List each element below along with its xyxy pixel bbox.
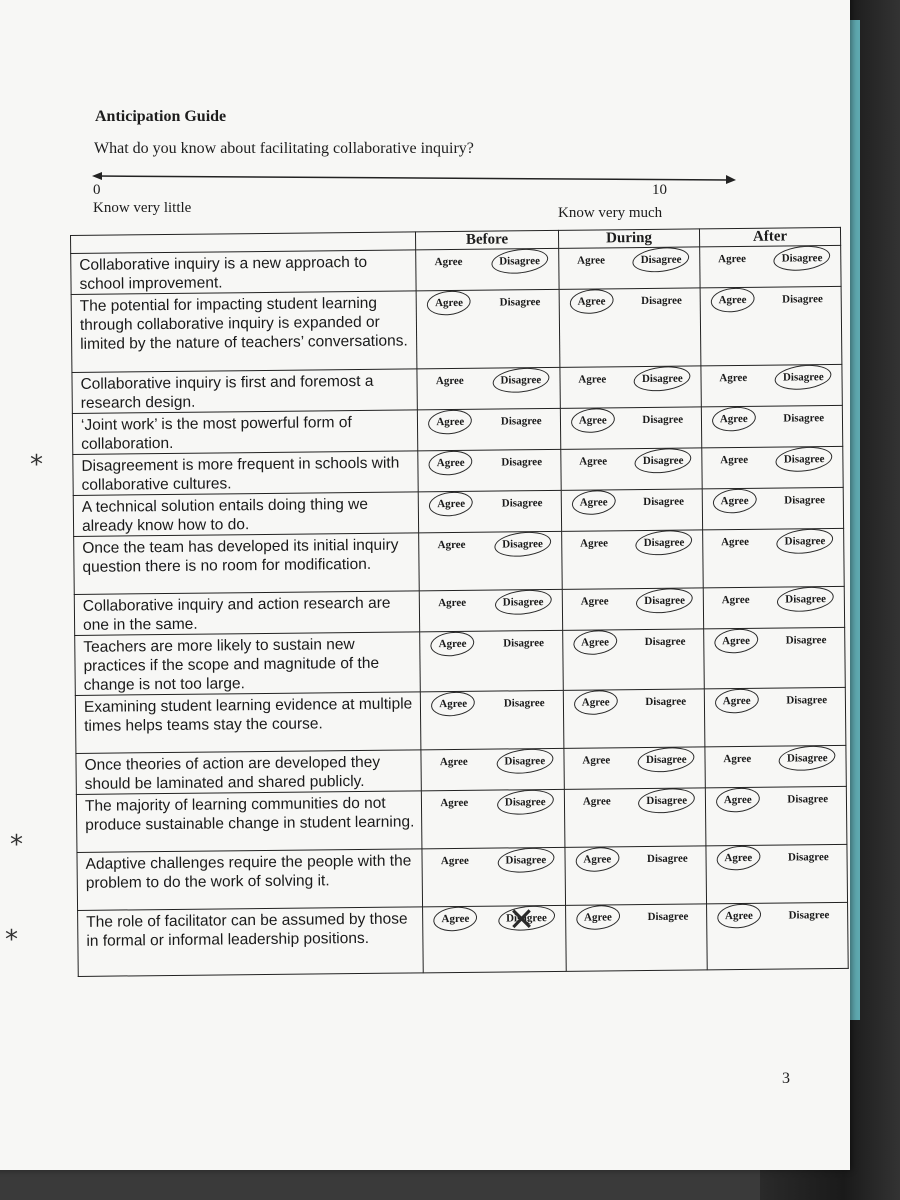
agree-option[interactable]: Agree <box>580 537 609 550</box>
after-response-cell[interactable] <box>701 405 842 447</box>
response-options <box>418 454 560 471</box>
header-during: During <box>558 229 699 248</box>
agree-option[interactable]: Agree <box>719 693 755 709</box>
agree-option[interactable]: Agree <box>435 374 464 388</box>
agree-option[interactable]: Agree <box>575 412 611 428</box>
header-after: After <box>699 227 840 246</box>
margin-star: * <box>10 830 23 860</box>
disagree-option[interactable]: Disagree <box>781 591 830 608</box>
disagree-option[interactable]: Disagree <box>787 793 829 806</box>
response-options <box>559 251 699 268</box>
after-response-cell[interactable] <box>707 902 849 969</box>
table-row <box>78 902 849 976</box>
disagree-option[interactable]: Disagree <box>642 752 691 769</box>
response-options <box>564 693 704 710</box>
scale-arrow <box>92 170 742 186</box>
after-response-cell[interactable] <box>704 627 846 688</box>
statement-cell: The potential for impacting student learning through collaborative inquiry is expanded or limited by the nature of teachers’ conversations. <box>71 291 417 373</box>
page-title: Anticipation Guide <box>95 108 227 125</box>
scale-question: What do you know about facilitating collaborative inquiry? <box>94 140 474 157</box>
response-options <box>418 413 560 430</box>
response-options <box>701 291 841 308</box>
response-options <box>562 534 702 551</box>
agree-option[interactable]: Agree <box>720 850 756 866</box>
disagree-option[interactable]: Disagree <box>642 793 691 810</box>
during-response-cell[interactable] <box>564 747 705 789</box>
disagree-option[interactable]: Disagree <box>640 535 689 552</box>
during-response-cell[interactable] <box>562 530 704 589</box>
during-response-cell[interactable] <box>559 288 701 367</box>
agree-option[interactable]: Agree <box>573 293 609 309</box>
response-options <box>421 695 563 712</box>
response-options <box>416 253 558 270</box>
agree-option[interactable]: Agree <box>578 373 607 386</box>
agree-option[interactable]: Agree <box>723 752 752 766</box>
table-row <box>75 687 846 753</box>
response-options <box>705 750 845 767</box>
disagree-option[interactable]: Disagree <box>639 453 688 470</box>
agree-option[interactable]: Agree <box>435 696 471 712</box>
agree-option[interactable]: Agree <box>579 851 615 867</box>
disagree-option[interactable]: Disagree <box>638 371 687 388</box>
statement-cell: Once the team has developed its initial inquiry question there is no room for modification. <box>74 533 420 595</box>
agree-option[interactable]: Agree <box>435 636 471 652</box>
agree-option[interactable]: Agree <box>434 255 463 269</box>
agree-option[interactable]: Agree <box>576 494 612 510</box>
agree-option[interactable]: Agree <box>577 634 613 650</box>
response-options <box>702 451 842 468</box>
after-response-cell[interactable] <box>700 245 841 287</box>
disagree-option[interactable]: Disagree <box>781 533 830 550</box>
during-response-cell[interactable] <box>559 247 700 289</box>
statement-cell: Teachers are more likely to sustain new practices if the scope and magnitude of the change is not too large. <box>75 632 421 696</box>
response-options <box>565 850 705 867</box>
agree-option[interactable]: Agree <box>717 493 753 509</box>
before-response-cell[interactable] <box>423 905 567 972</box>
during-response-cell[interactable] <box>561 448 702 490</box>
agree-option[interactable]: Agree <box>582 754 611 767</box>
table-row <box>74 528 845 594</box>
agree-option[interactable]: Agree <box>577 254 606 267</box>
response-options <box>702 410 842 427</box>
agree-option[interactable]: Agree <box>720 453 749 467</box>
disagree-option[interactable]: Disagree <box>788 909 830 922</box>
before-response-cell[interactable] <box>421 789 565 848</box>
response-options <box>419 495 561 512</box>
during-response-cell[interactable] <box>560 407 701 449</box>
agree-option[interactable]: Agree <box>578 694 614 710</box>
after-response-cell[interactable] <box>706 844 848 903</box>
table-body <box>71 245 849 976</box>
response-options <box>705 692 845 709</box>
disagree-option[interactable]: Disagree <box>780 451 829 468</box>
during-response-cell[interactable] <box>565 846 707 905</box>
margin-star: * <box>5 925 18 955</box>
response-options <box>560 292 700 309</box>
disagree-option[interactable]: Disagree <box>503 697 545 710</box>
after-response-cell[interactable] <box>703 528 845 587</box>
agree-option[interactable]: Agree <box>439 755 468 769</box>
statement-cell: Examining student learning evidence at multiple times helps teams stay the course. <box>75 692 421 754</box>
disagree-option[interactable]: Disagree <box>784 494 826 507</box>
during-response-cell[interactable] <box>564 788 706 847</box>
response-options <box>704 591 844 608</box>
during-response-cell[interactable] <box>560 366 701 408</box>
after-response-cell[interactable] <box>703 586 844 628</box>
disagree-option[interactable]: Disagree <box>642 413 684 427</box>
anticipation-table <box>70 227 849 977</box>
scale-max: 10 <box>652 182 667 198</box>
scale-min-label: Know very little <box>93 200 192 216</box>
during-response-cell[interactable] <box>563 689 705 748</box>
response-options <box>703 533 843 550</box>
before-response-cell[interactable] <box>417 367 560 409</box>
statement-cell: Adaptive challenges require the people with the problem to do the work of solving it. <box>77 849 423 911</box>
disagree-option[interactable]: Disagree <box>640 593 689 610</box>
disagree-option[interactable]: Disagree <box>503 637 545 650</box>
statement-cell: The role of facilitator can be assumed by those in formal or informal leadership positions. <box>78 907 424 977</box>
agree-option[interactable]: Agree <box>714 292 750 308</box>
response-options <box>700 250 840 267</box>
agree-option[interactable]: Agree <box>433 496 469 512</box>
before-response-cell[interactable] <box>419 531 563 590</box>
during-response-cell[interactable] <box>562 588 703 630</box>
after-response-cell[interactable] <box>702 446 843 488</box>
after-response-cell[interactable] <box>704 687 846 746</box>
disagree-option[interactable]: Disagree <box>637 252 686 269</box>
response-options <box>422 794 564 811</box>
statement-cell: Collaborative inquiry and action research are one in the same. <box>74 591 419 636</box>
after-response-cell[interactable] <box>702 487 843 529</box>
margin-star: * <box>30 450 43 480</box>
statement-cell: Collaborative inquiry is first and foremost a research design. <box>72 369 417 414</box>
response-options <box>421 753 563 770</box>
agree-option[interactable]: Agree <box>720 792 756 808</box>
disagree-option[interactable]: Disagree <box>496 372 545 389</box>
agree-option[interactable]: Agree <box>718 252 747 266</box>
table-row <box>75 627 846 695</box>
disagree-option[interactable]: Disagree <box>782 293 823 306</box>
response-options <box>706 791 846 808</box>
disagree-option[interactable]: Disagree <box>646 852 688 865</box>
disagree-option[interactable]: Disagree <box>501 456 543 469</box>
agree-option[interactable]: Agree <box>718 633 754 649</box>
disagree-option[interactable]: Disagree <box>779 369 828 386</box>
response-options <box>704 632 844 649</box>
after-response-cell[interactable] <box>700 286 842 365</box>
before-response-cell[interactable] <box>420 630 564 691</box>
response-options <box>563 592 703 609</box>
statement-cell: The majority of learning communities do not produce sustainable change in student learning. <box>76 791 422 853</box>
statement-cell: Once theories of action are developed they should be laminated and shared publicly. <box>76 750 421 795</box>
disagree-option[interactable]: Disagree <box>498 536 547 553</box>
disagree-option[interactable]: Disagree <box>641 294 682 308</box>
disagree-option[interactable]: Disagree <box>501 497 543 510</box>
agree-option[interactable]: Agree <box>440 796 469 810</box>
disagree-option[interactable]: Disagree <box>499 594 548 611</box>
response-options <box>423 910 565 927</box>
response-options <box>701 369 841 386</box>
disagree-option[interactable]: Disagree <box>644 635 686 649</box>
disagree-option[interactable]: Disagree <box>501 794 550 811</box>
response-options <box>707 907 847 924</box>
table-row <box>71 286 842 372</box>
disagree-option[interactable]: Disagree <box>645 695 687 709</box>
before-response-cell[interactable] <box>421 748 564 790</box>
header-before: Before <box>415 230 558 249</box>
before-response-cell[interactable] <box>418 449 561 491</box>
anticipation-table-wrap <box>70 227 849 1055</box>
response-options <box>564 751 704 768</box>
before-response-cell[interactable] <box>420 690 564 749</box>
during-response-cell[interactable] <box>561 489 702 531</box>
statement-cell: Disagreement is more frequent in schools with collaborative cultures. <box>73 451 418 496</box>
disagree-option[interactable]: Disagree <box>783 750 832 767</box>
response-options <box>566 908 706 925</box>
page-number: 3 <box>782 1070 790 1087</box>
disagree-option[interactable]: Disagree <box>501 852 550 869</box>
agree-option[interactable]: Agree <box>431 295 467 311</box>
agree-option[interactable]: Agree <box>580 595 609 608</box>
agree-option[interactable]: Agree <box>438 596 467 610</box>
statement-cell: A technical solution entails doing thing we already know how to do. <box>73 492 418 537</box>
response-options <box>703 492 843 509</box>
knowledge-scale <box>92 170 732 186</box>
response-options <box>563 633 703 650</box>
during-response-cell[interactable] <box>563 629 705 690</box>
response-options <box>419 536 561 553</box>
disagree-option[interactable]: Disagree <box>499 296 541 309</box>
table-row <box>76 786 847 852</box>
disagree-option[interactable]: Disagree <box>647 910 689 923</box>
agree-option[interactable]: Agree <box>579 455 608 468</box>
before-response-cell[interactable] <box>416 248 559 290</box>
agree-option[interactable]: Agree <box>719 371 748 385</box>
response-options <box>422 852 564 869</box>
after-response-cell[interactable] <box>701 364 842 406</box>
response-options <box>706 849 846 866</box>
agree-option[interactable]: Agree <box>437 538 466 552</box>
during-response-cell[interactable] <box>566 904 708 971</box>
after-response-cell[interactable] <box>705 745 846 787</box>
before-response-cell[interactable] <box>419 589 562 631</box>
response-options <box>417 294 559 311</box>
scale-min: 0 <box>93 182 101 198</box>
table-row <box>77 844 848 910</box>
agree-option[interactable]: Agree <box>440 854 469 868</box>
agree-option[interactable]: Agree <box>432 414 468 430</box>
agree-option[interactable]: Agree <box>580 909 616 925</box>
disagree-option[interactable]: Disagree <box>500 415 542 428</box>
disagree-option[interactable]: Disagree <box>778 250 827 267</box>
before-response-cell[interactable] <box>422 847 566 906</box>
response-options <box>420 635 562 652</box>
scale-max-label: Know very much <box>558 205 663 221</box>
response-options <box>561 411 701 428</box>
agree-option[interactable]: Agree <box>716 411 752 427</box>
agree-option[interactable]: Agree <box>433 455 469 471</box>
disagree-option[interactable]: Disagree <box>786 694 828 707</box>
statement-cell: Collaborative inquiry is a new approach to school improvement. <box>71 250 416 295</box>
agree-option[interactable]: Agree <box>582 795 611 808</box>
disagree-option[interactable]: Disagree <box>783 412 825 425</box>
response-options <box>420 594 562 611</box>
disagree-option[interactable]: Disagree <box>785 634 827 647</box>
before-response-cell[interactable] <box>418 490 561 532</box>
response-options <box>562 493 702 510</box>
disagree-option[interactable]: Disagree <box>787 851 829 864</box>
agree-option[interactable]: Agree <box>437 911 473 927</box>
response-options <box>560 370 700 387</box>
statement-cell: ‘Joint work’ is the most powerful form of collaboration. <box>72 410 417 455</box>
disagree-option[interactable]: Disagree <box>643 495 685 509</box>
before-response-cell[interactable] <box>417 408 560 450</box>
agree-option[interactable]: Agree <box>721 535 750 549</box>
response-options <box>565 792 705 809</box>
response-options <box>561 452 701 469</box>
disagree-option[interactable]: ✕ Disagree <box>502 910 551 927</box>
agree-option[interactable]: Agree <box>721 593 750 607</box>
after-response-cell[interactable] <box>705 786 847 845</box>
disagree-option[interactable]: Disagree <box>500 753 549 770</box>
agree-option[interactable]: Agree <box>721 908 757 924</box>
response-options <box>417 372 559 389</box>
before-response-cell[interactable] <box>416 289 560 368</box>
disagree-option[interactable]: Disagree <box>495 253 544 270</box>
